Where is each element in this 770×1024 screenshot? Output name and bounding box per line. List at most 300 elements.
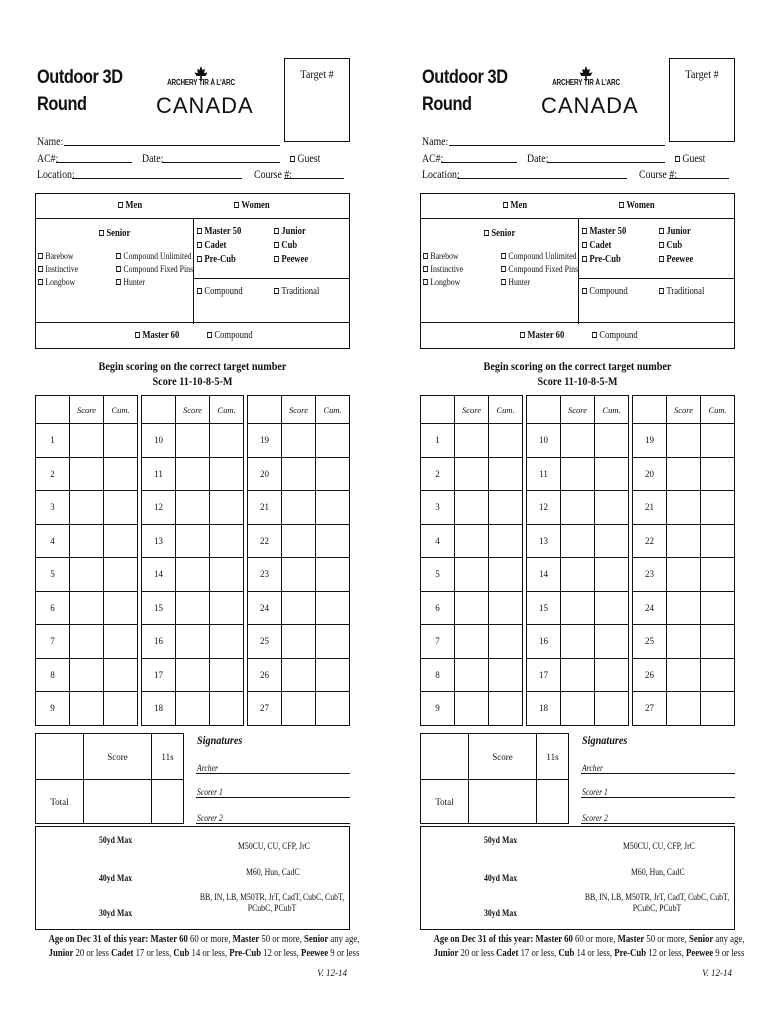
compound-checkbox[interactable]: [582, 288, 587, 294]
master50-checkbox[interactable]: [582, 228, 587, 234]
sig-archer-label: Archer: [582, 763, 603, 773]
cumulative-cell[interactable]: [595, 558, 629, 592]
title-line-1: Outdoor 3D: [37, 67, 123, 88]
score-cell[interactable]: [561, 457, 595, 491]
longbow-option[interactable]: [38, 278, 75, 288]
target-number: 1: [421, 424, 455, 458]
target-number: 19: [248, 424, 282, 458]
barebow-label: Barebow: [45, 252, 74, 262]
score-cell[interactable]: [282, 625, 316, 659]
hunter-checkbox[interactable]: [501, 279, 506, 285]
score-cell[interactable]: [282, 457, 316, 491]
score-cell[interactable]: [282, 424, 316, 458]
longbow-label: Longbow: [45, 278, 76, 288]
instinctive-checkbox[interactable]: [423, 266, 428, 272]
precub-option[interactable]: [582, 254, 621, 265]
table-row: [248, 625, 350, 659]
total-11s-cell[interactable]: [152, 780, 184, 824]
cub-option[interactable]: [274, 240, 297, 251]
table-row: [633, 524, 735, 558]
peewee-option[interactable]: [274, 254, 308, 265]
longbow-option[interactable]: [423, 278, 460, 288]
score-cell[interactable]: [667, 457, 701, 491]
table-row: [527, 491, 629, 525]
score-cell[interactable]: [282, 591, 316, 625]
score-cell[interactable]: [176, 424, 210, 458]
score-cell[interactable]: [455, 558, 489, 592]
total-11s-cell[interactable]: [537, 780, 569, 824]
cumulative-cell[interactable]: [104, 558, 138, 592]
score-cell[interactable]: [70, 424, 104, 458]
score-cell[interactable]: [176, 658, 210, 692]
table-row: [248, 558, 350, 592]
total-score-header: Score: [469, 734, 537, 780]
table-row: [633, 457, 735, 491]
score-col-header: Score: [70, 396, 104, 424]
score-cell[interactable]: [667, 491, 701, 525]
cadet-label: Cadet: [589, 240, 612, 251]
score-cell[interactable]: [561, 692, 595, 726]
women-checkbox[interactable]: [234, 202, 239, 208]
target-number: 19: [633, 424, 667, 458]
score-table-3: [247, 395, 350, 726]
location-label: Location:: [422, 167, 460, 181]
score-cell[interactable]: [667, 692, 701, 726]
name-field[interactable]: [64, 145, 280, 146]
target-number: 27: [248, 692, 282, 726]
score-cell[interactable]: [70, 491, 104, 525]
score-cell[interactable]: [176, 625, 210, 659]
precub-option[interactable]: [197, 254, 236, 265]
sig-scorer1-line[interactable]: [581, 797, 735, 798]
senior-label: Senior: [491, 228, 516, 239]
compound2-checkbox[interactable]: [592, 332, 597, 338]
cumulative-cell[interactable]: [701, 424, 735, 458]
cumulative-cell[interactable]: [595, 591, 629, 625]
compound2-option[interactable]: [592, 330, 638, 341]
score-cell[interactable]: [667, 625, 701, 659]
target-number: 26: [248, 658, 282, 692]
score-cell[interactable]: [561, 625, 595, 659]
table-row: [421, 658, 523, 692]
cumulative-cell[interactable]: [595, 424, 629, 458]
cumulative-cell[interactable]: [316, 658, 350, 692]
table-row: [527, 692, 629, 726]
total-score-cell[interactable]: [84, 780, 152, 824]
title-line-2: Round: [422, 94, 472, 115]
target-number: 14: [142, 558, 176, 592]
score-cell[interactable]: [70, 591, 104, 625]
total-label: Total: [421, 780, 469, 824]
cumulative-cell[interactable]: [316, 457, 350, 491]
table-row: [248, 491, 350, 525]
cumulative-cell[interactable]: [104, 658, 138, 692]
cumulative-cell[interactable]: [316, 491, 350, 525]
score-cell[interactable]: [70, 457, 104, 491]
begin-scoring-text: Begin scoring on the correct target number: [98, 359, 287, 373]
target-number-box[interactable]: [284, 58, 350, 142]
compound-fixed-pins-option[interactable]: [501, 265, 578, 275]
precub-checkbox[interactable]: [582, 256, 587, 262]
sig-archer-line[interactable]: [581, 773, 735, 774]
table-row: [633, 658, 735, 692]
score-cell[interactable]: [70, 692, 104, 726]
cumulative-cell[interactable]: [210, 692, 244, 726]
cumulative-cell[interactable]: [489, 658, 523, 692]
cumulative-cell[interactable]: [701, 658, 735, 692]
cumulative-cell[interactable]: [104, 692, 138, 726]
barebow-checkbox[interactable]: [38, 253, 43, 259]
logo-canada-text: CANADA: [541, 93, 639, 118]
score-cell[interactable]: [70, 625, 104, 659]
cumulative-cell[interactable]: [701, 457, 735, 491]
barebow-option[interactable]: [423, 252, 459, 262]
signatures-heading: Signatures: [197, 733, 243, 747]
target-number: 9: [421, 692, 455, 726]
score-cell[interactable]: [176, 692, 210, 726]
max40-label: 40yd Max: [99, 874, 133, 884]
cumulative-cell[interactable]: [489, 692, 523, 726]
score-cell[interactable]: [455, 692, 489, 726]
cumulative-cell[interactable]: [489, 457, 523, 491]
compound-option[interactable]: [197, 286, 243, 297]
archery-canada-logo: [156, 66, 254, 122]
cumulative-cell[interactable]: [210, 558, 244, 592]
score-cell[interactable]: [176, 524, 210, 558]
cumulative-cell[interactable]: [701, 625, 735, 659]
cumulative-cell[interactable]: [489, 591, 523, 625]
target-number: 7: [36, 625, 70, 659]
target-number: 13: [527, 524, 561, 558]
master60-checkbox[interactable]: [520, 332, 525, 338]
score-cell[interactable]: [282, 658, 316, 692]
score-cell[interactable]: [455, 524, 489, 558]
table-row: [527, 457, 629, 491]
target-number: 23: [248, 558, 282, 592]
cumulative-cell[interactable]: [210, 424, 244, 458]
cumulative-cell[interactable]: [104, 591, 138, 625]
compound2-option[interactable]: [207, 330, 253, 341]
compound-fixed-pins-checkbox[interactable]: [501, 266, 506, 272]
table-row: [142, 457, 244, 491]
cumulative-cell[interactable]: [210, 491, 244, 525]
location-label: Location:: [37, 167, 75, 181]
compound-unlimited-option[interactable]: [116, 252, 192, 262]
traditional-option[interactable]: [659, 286, 704, 297]
master60-checkbox[interactable]: [135, 332, 140, 338]
score-cell[interactable]: [282, 692, 316, 726]
master50-label: Master 50: [204, 226, 242, 237]
cumulative-cell[interactable]: [104, 625, 138, 659]
table-row: [142, 424, 244, 458]
cum-col-header: Cum.: [210, 396, 244, 424]
table-row: [36, 457, 138, 491]
cumulative-cell[interactable]: [316, 591, 350, 625]
ac-field[interactable]: [56, 162, 132, 163]
compound-unlimited-checkbox[interactable]: [501, 253, 506, 259]
cumulative-cell[interactable]: [595, 457, 629, 491]
guest-checkbox[interactable]: [290, 156, 295, 162]
cumulative-cell[interactable]: [210, 625, 244, 659]
target-number: 25: [248, 625, 282, 659]
score-cell[interactable]: [455, 625, 489, 659]
target-number: 14: [527, 558, 561, 592]
senior-option[interactable]: [484, 228, 515, 239]
barebow-checkbox[interactable]: [423, 253, 428, 259]
hunter-checkbox[interactable]: [116, 279, 121, 285]
ac-field[interactable]: [441, 162, 517, 163]
guest-label: Guest: [297, 151, 321, 165]
senior-option[interactable]: [99, 228, 130, 239]
table-row: [421, 524, 523, 558]
senior-checkbox[interactable]: [99, 230, 104, 236]
target-number: 3: [36, 491, 70, 525]
table-row: [421, 457, 523, 491]
cumulative-cell[interactable]: [210, 457, 244, 491]
table-row: [36, 692, 138, 726]
cumulative-cell[interactable]: [595, 692, 629, 726]
guest-option[interactable]: [675, 151, 705, 166]
score-cell[interactable]: [455, 591, 489, 625]
target-label: Target #: [300, 67, 334, 81]
table-row: [527, 658, 629, 692]
target-number: 2: [36, 457, 70, 491]
cumulative-cell[interactable]: [701, 524, 735, 558]
traditional-checkbox[interactable]: [659, 288, 664, 294]
location-field[interactable]: [72, 178, 242, 179]
table-row: [633, 491, 735, 525]
cumulative-cell[interactable]: [316, 524, 350, 558]
guest-checkbox[interactable]: [675, 156, 680, 162]
target-number: 13: [142, 524, 176, 558]
course-field[interactable]: [669, 178, 729, 179]
women-option[interactable]: [619, 200, 655, 211]
table-row: [633, 424, 735, 458]
total-11s-header: 11s: [152, 734, 184, 780]
men-checkbox[interactable]: [118, 202, 123, 208]
cadet-checkbox[interactable]: [582, 242, 587, 248]
table-row: [36, 658, 138, 692]
target-number: 22: [248, 524, 282, 558]
guest-option[interactable]: [290, 151, 320, 166]
table-row: [421, 591, 523, 625]
cub-checkbox[interactable]: [659, 242, 664, 248]
sig-scorer2-line[interactable]: [581, 823, 735, 824]
instinctive-option[interactable]: [423, 265, 463, 275]
cadet-checkbox[interactable]: [197, 242, 202, 248]
cub-checkbox[interactable]: [274, 242, 279, 248]
location-field[interactable]: [457, 178, 627, 179]
date-field[interactable]: [547, 162, 665, 163]
traditional-label: Traditional: [666, 286, 705, 297]
compound-unlimited-checkbox[interactable]: [116, 253, 121, 259]
junior-label: Junior: [281, 226, 306, 237]
age-rules-line-1: Age on Dec 31 of this year: Master 60 60 or more, Master 50 or more, Senior any age,: [48, 934, 360, 945]
compound-fixed-pins-checkbox[interactable]: [116, 266, 121, 272]
cumulative-cell[interactable]: [595, 658, 629, 692]
master50-checkbox[interactable]: [197, 228, 202, 234]
table-row: [36, 491, 138, 525]
score-cell[interactable]: [667, 591, 701, 625]
traditional-label: Traditional: [281, 286, 320, 297]
men-checkbox[interactable]: [503, 202, 508, 208]
score-cell[interactable]: [667, 658, 701, 692]
master60-option[interactable]: [135, 330, 179, 341]
cumulative-cell[interactable]: [701, 491, 735, 525]
cumulative-cell[interactable]: [210, 591, 244, 625]
table-row: [36, 558, 138, 592]
score-col-header: Score: [561, 396, 595, 424]
instinctive-checkbox[interactable]: [38, 266, 43, 272]
precub-label: Pre-Cub: [204, 254, 236, 265]
score-table-1: [420, 395, 523, 726]
cumulative-cell[interactable]: [489, 491, 523, 525]
cumulative-cell[interactable]: [210, 658, 244, 692]
target-number: 17: [142, 658, 176, 692]
cumulative-cell[interactable]: [210, 524, 244, 558]
traditional-option[interactable]: [274, 286, 319, 297]
score-cell[interactable]: [455, 424, 489, 458]
men-option[interactable]: [503, 200, 527, 211]
junior-checkbox[interactable]: [274, 228, 279, 234]
sig-scorer1-line[interactable]: [196, 797, 350, 798]
table-row: [633, 692, 735, 726]
junior-option[interactable]: [274, 226, 306, 237]
cumulative-cell[interactable]: [316, 424, 350, 458]
precub-checkbox[interactable]: [197, 256, 202, 262]
peewee-checkbox[interactable]: [274, 256, 279, 262]
score-cell[interactable]: [70, 658, 104, 692]
junior-checkbox[interactable]: [659, 228, 664, 234]
cumulative-cell[interactable]: [489, 424, 523, 458]
cumulative-cell[interactable]: [489, 524, 523, 558]
score-cell[interactable]: [70, 524, 104, 558]
target-number: 26: [633, 658, 667, 692]
peewee-checkbox[interactable]: [659, 256, 664, 262]
hunter-option[interactable]: [116, 278, 145, 288]
target-number: 21: [633, 491, 667, 525]
barebow-option[interactable]: [38, 252, 74, 262]
cumulative-cell[interactable]: [316, 692, 350, 726]
compound2-checkbox[interactable]: [207, 332, 212, 338]
score-cell[interactable]: [176, 491, 210, 525]
cub-option[interactable]: [659, 240, 682, 251]
score-cell[interactable]: [561, 658, 595, 692]
score-cell[interactable]: [667, 424, 701, 458]
score-cell[interactable]: [282, 558, 316, 592]
score-cell[interactable]: [455, 658, 489, 692]
table-row: [36, 424, 138, 458]
score-cell[interactable]: [561, 491, 595, 525]
cumulative-cell[interactable]: [701, 692, 735, 726]
score-cell[interactable]: [561, 591, 595, 625]
score-cell[interactable]: [282, 491, 316, 525]
cumulative-cell[interactable]: [489, 625, 523, 659]
cumulative-cell[interactable]: [104, 424, 138, 458]
div40-text: M60, Hun, CadC: [246, 868, 300, 878]
target-number: 10: [142, 424, 176, 458]
score-cell[interactable]: [561, 424, 595, 458]
instinctive-option[interactable]: [38, 265, 78, 275]
target-number-box[interactable]: [669, 58, 735, 142]
course-field[interactable]: [284, 178, 344, 179]
women-option[interactable]: [234, 200, 270, 211]
master50-option[interactable]: [582, 226, 626, 237]
compound-unlimited-label: Compound Unlimited: [508, 252, 577, 262]
guest-label: Guest: [682, 151, 706, 165]
junior-option[interactable]: [659, 226, 691, 237]
cumulative-cell[interactable]: [595, 491, 629, 525]
cumulative-cell[interactable]: [316, 558, 350, 592]
table-row: [142, 625, 244, 659]
score-rule-text: Score 11-10-8-5-M: [537, 374, 618, 388]
cumulative-cell[interactable]: [104, 524, 138, 558]
cumulative-cell[interactable]: [595, 524, 629, 558]
table-row: [421, 625, 523, 659]
cumulative-cell[interactable]: [701, 591, 735, 625]
sig-archer-line[interactable]: [196, 773, 350, 774]
score-cell[interactable]: [455, 491, 489, 525]
cumulative-cell[interactable]: [489, 558, 523, 592]
table-row: [248, 692, 350, 726]
target-label: Target #: [685, 67, 719, 81]
hunter-label: Hunter: [123, 278, 146, 288]
cum-col-header: Cum.: [595, 396, 629, 424]
cumulative-cell[interactable]: [595, 625, 629, 659]
traditional-checkbox[interactable]: [274, 288, 279, 294]
score-cell[interactable]: [561, 524, 595, 558]
score-cell[interactable]: [667, 558, 701, 592]
score-cell[interactable]: [667, 524, 701, 558]
cumulative-cell[interactable]: [701, 558, 735, 592]
master50-option[interactable]: [197, 226, 241, 237]
score-cell[interactable]: [176, 558, 210, 592]
cadet-option[interactable]: [197, 240, 226, 251]
cumulative-cell[interactable]: [104, 491, 138, 525]
table-row: [421, 558, 523, 592]
score-cell[interactable]: [70, 558, 104, 592]
cadet-option[interactable]: [582, 240, 611, 251]
table-row: [36, 625, 138, 659]
name-field[interactable]: [449, 145, 665, 146]
date-field[interactable]: [162, 162, 280, 163]
master60-option[interactable]: [520, 330, 564, 341]
table-row: [421, 424, 523, 458]
compound-checkbox[interactable]: [197, 288, 202, 294]
compound-option[interactable]: [582, 286, 628, 297]
senior-checkbox[interactable]: [484, 230, 489, 236]
women-checkbox[interactable]: [619, 202, 624, 208]
cumulative-cell[interactable]: [316, 625, 350, 659]
score-cell[interactable]: [455, 457, 489, 491]
cumulative-cell[interactable]: [104, 457, 138, 491]
compound-fixed-pins-option[interactable]: [116, 265, 193, 275]
compound-unlimited-option[interactable]: [501, 252, 577, 262]
hunter-option[interactable]: [501, 278, 530, 288]
longbow-checkbox[interactable]: [423, 279, 428, 285]
score-cell[interactable]: [176, 457, 210, 491]
score-cell[interactable]: [561, 558, 595, 592]
total-score-cell[interactable]: [469, 780, 537, 824]
peewee-option[interactable]: [659, 254, 693, 265]
table-row: [421, 491, 523, 525]
compound-fixed-pins-label: Compound Fixed Pins: [508, 265, 579, 275]
sig-scorer2-line[interactable]: [196, 823, 350, 824]
longbow-checkbox[interactable]: [38, 279, 43, 285]
score-cell[interactable]: [282, 524, 316, 558]
men-option[interactable]: [118, 200, 142, 211]
score-cell[interactable]: [176, 591, 210, 625]
